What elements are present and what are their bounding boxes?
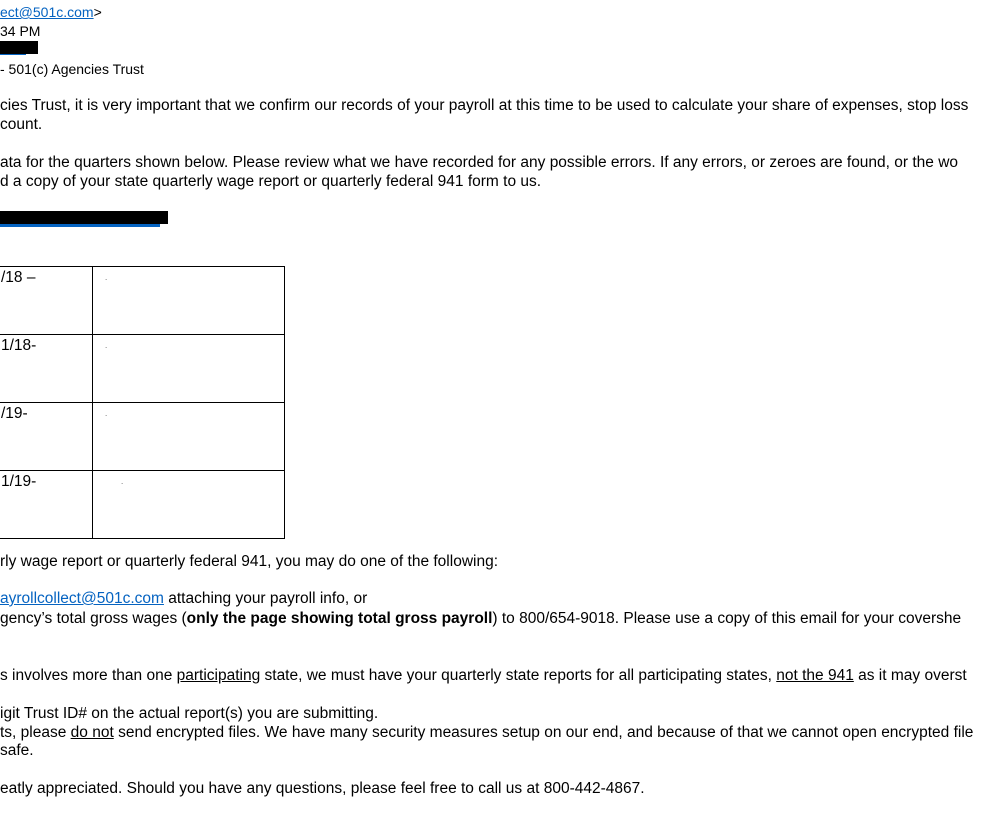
option2-line — [0, 609, 961, 629]
subject-line: - 501(c) Agencies Trust — [0, 61, 144, 77]
option2-pre: gency’s total gross wages ( — [0, 610, 187, 627]
para5-line3: safe. — [0, 742, 34, 759]
para4-pre: s involves more than one — [0, 667, 177, 684]
period-cell — [0, 267, 93, 335]
period-label: /19- — [1, 405, 28, 422]
redaction-subheading — [0, 211, 168, 224]
para5-line2 — [0, 723, 973, 743]
table-row — [0, 471, 285, 539]
para4-line — [0, 666, 967, 686]
table-row — [0, 403, 285, 471]
payroll-cell — [93, 335, 285, 403]
option1-line — [0, 589, 367, 609]
payroll-cell — [93, 267, 285, 335]
period-label: 1/18- — [1, 337, 37, 354]
option1-rest: attaching your payroll info, or — [163, 590, 368, 607]
para4-not-941: not the 941 — [776, 667, 854, 684]
payroll-cell — [93, 403, 285, 471]
para2-line1: ata for the quarters shown below. Please review what we have recorded for any possible errors. If any errors, or zeroes are found, or the wo — [0, 154, 959, 171]
quarter-table — [0, 266, 285, 539]
period-label: 1/19- — [1, 473, 37, 490]
from-close-bracket: > — [93, 4, 102, 20]
redaction-to — [0, 41, 38, 54]
para4-post: as it may overst — [853, 667, 967, 684]
cell-mark: . — [105, 341, 108, 350]
cell-mark: . — [105, 273, 108, 282]
option2-post: ) to 800/654-9018. Please use a copy of this email for your covershe — [492, 610, 962, 627]
cell-mark: . — [121, 477, 124, 486]
option2-bold: only the page showing total gross payroll — [186, 610, 493, 627]
para6-line: eatly appreciated. Should you have any questions, please feel free to call us at 800-442-4867. — [0, 780, 645, 797]
para3-line: rly wage report or quarterly federal 941, you may do one of the following: — [0, 553, 498, 570]
para4-mid: state, we must have your quarterly state reports for all participating states, — [260, 667, 777, 684]
from-email-link[interactable]: ect@501c.com — [0, 4, 94, 20]
period-label: /18 – — [1, 269, 36, 286]
cell-mark: . — [105, 409, 108, 418]
payroll-cell — [93, 471, 285, 539]
para1-line2: count. — [0, 116, 43, 133]
table-row — [0, 267, 285, 335]
payroll-email-link[interactable]: ayrollcollect@501c.com — [0, 590, 164, 607]
sent-line: 34 PM — [0, 23, 41, 39]
para2-line2: d a copy of your state quarterly wage report or quarterly federal 941 form to us. — [0, 173, 542, 190]
para1-line1: cies Trust, it is very important that we confirm our records of your payroll at this time to be used to calculate your share of expenses, stop loss — [0, 97, 969, 114]
period-cell — [0, 335, 93, 403]
para5-post: send encrypted files. We have many security measures setup on our end, and because of that we cannot open encrypted file — [113, 724, 974, 741]
table-row — [0, 335, 285, 403]
from-line — [0, 2, 102, 22]
para5-line1: igit Trust ID# on the actual report(s) you are submitting. — [0, 705, 379, 722]
to-link-underline — [0, 54, 26, 55]
period-cell — [0, 471, 93, 539]
para5-do-not: do not — [70, 724, 114, 741]
para4-participating: participating — [176, 667, 261, 684]
period-cell — [0, 403, 93, 471]
subheading-remnant — [0, 224, 160, 227]
para5-pre: ts, please — [0, 724, 71, 741]
